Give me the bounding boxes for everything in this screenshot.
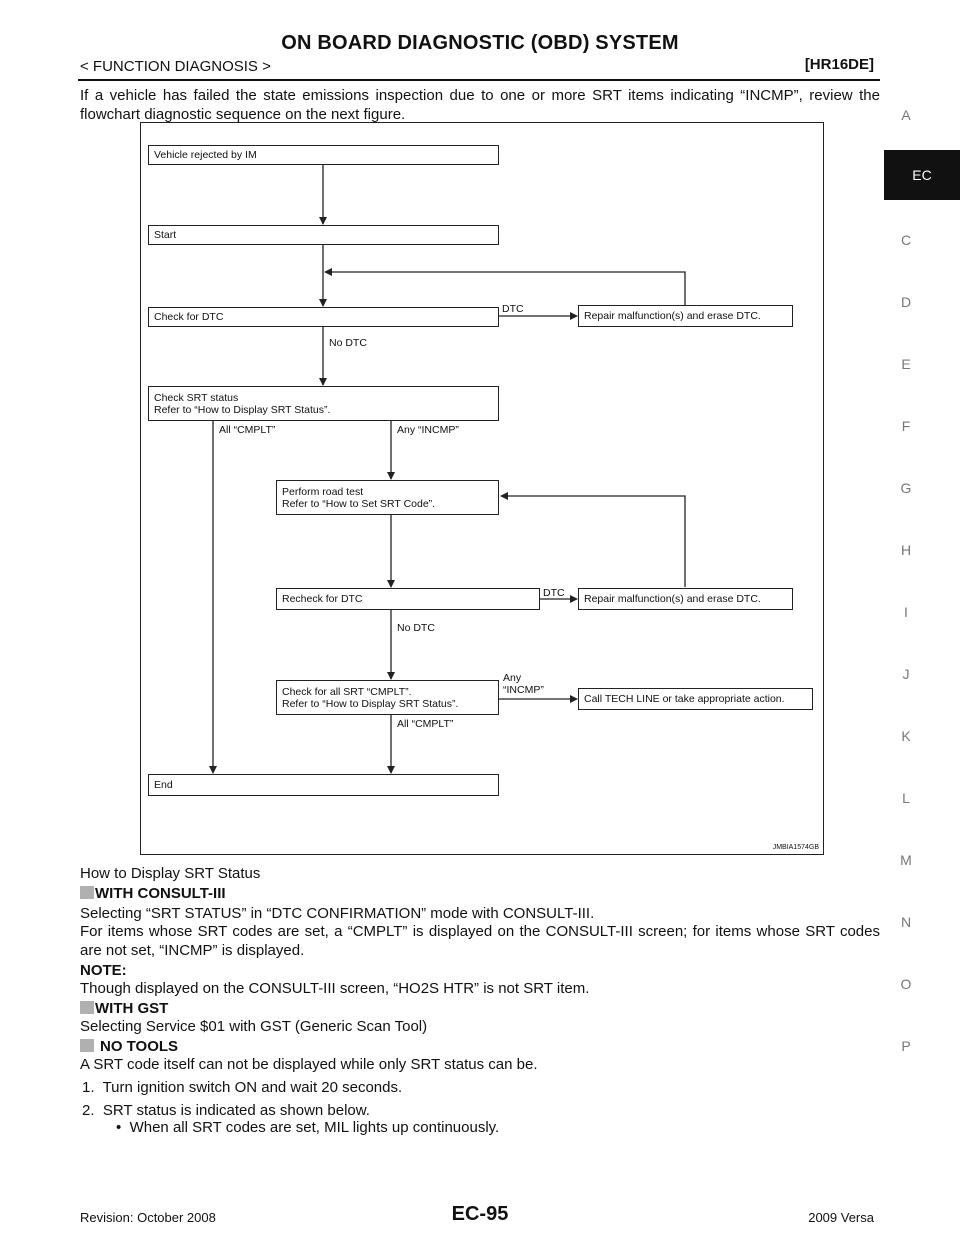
step-2-bullet: • When all SRT codes are set, MIL lights up continuously. <box>116 1119 500 1136</box>
engine-code: [HR16DE] <box>804 56 874 73</box>
side-tab[interactable]: L <box>902 790 910 806</box>
label-all-cmplt-2: All “CMPLT” <box>397 718 454 730</box>
label-any-incmp-2b: “INCMP” <box>503 684 544 696</box>
section-label: < FUNCTION DIAGNOSIS > <box>80 58 271 75</box>
side-tab[interactable]: K <box>901 728 911 744</box>
consult-marker-icon <box>80 886 94 899</box>
box-check-dtc: Check for DTC <box>148 307 499 327</box>
box-tech-line: Call TECH LINE or take appropriate action. <box>578 688 813 710</box>
page-title: ON BOARD DIAGNOSTIC (OBD) SYSTEM <box>281 32 679 54</box>
box-vehicle-rejected: Vehicle rejected by IM <box>148 145 499 165</box>
flowchart-figure <box>140 122 824 855</box>
srt-heading: How to Display SRT Status <box>80 865 261 882</box>
side-tab[interactable]: O <box>900 976 912 992</box>
side-tab[interactable]: C <box>900 232 912 248</box>
box-repair-2: Repair malfunction(s) and erase DTC. <box>578 588 793 610</box>
side-tab[interactable]: H <box>900 542 912 558</box>
side-tab[interactable]: A <box>901 107 911 123</box>
note-label: NOTE: <box>80 962 127 979</box>
footer-revision: Revision: October 2008 <box>80 1210 216 1225</box>
side-tab[interactable]: F <box>901 418 911 434</box>
label-all-cmplt-1: All “CMPLT” <box>219 424 276 436</box>
box-road-test: Perform road test Refer to “How to Set SRT Code”. <box>276 480 499 515</box>
box-start: Start <box>148 225 499 245</box>
side-tab[interactable]: P <box>901 1038 911 1054</box>
arrow-repair1-loop <box>325 272 685 305</box>
intro-paragraph: If a vehicle has failed the state emissions inspection due to one or more SRT items indicating “INCMP”, review the flowchart diagnostic sequence on the next figure. <box>80 87 880 123</box>
side-tab[interactable]: I <box>904 604 908 620</box>
footer-model: 2009 Versa <box>808 1210 874 1225</box>
notools-text: A SRT code itself can not be displayed while only SRT status can be. <box>80 1056 538 1073</box>
consult-title: WITH CONSULT-III <box>80 884 880 903</box>
box-repair-1: Repair malfunction(s) and erase DTC. <box>578 305 793 327</box>
note-text: Though displayed on the CONSULT-III screen, “HO2S HTR” is not SRT item. <box>80 980 590 997</box>
gst-marker-icon <box>80 1001 94 1014</box>
box-end: End <box>148 774 499 796</box>
notools-title: NO TOOLS <box>80 1037 880 1056</box>
side-tab[interactable]: M <box>900 852 912 868</box>
label-no-dtc-2: No DTC <box>397 622 435 634</box>
side-tab[interactable]: N <box>900 914 912 930</box>
side-tab[interactable]: J <box>902 666 910 682</box>
box-check-srt-status: Check SRT status Refer to “How to Display SRT Status”. <box>148 386 499 421</box>
arrow-repair2-loop <box>501 496 685 587</box>
label-no-dtc-1: No DTC <box>329 337 367 349</box>
label-any-incmp-2a: Any <box>503 672 522 684</box>
label-dtc-2: DTC <box>543 587 565 599</box>
label-any-incmp-1: Any “INCMP” <box>397 424 459 436</box>
side-tab[interactable]: E <box>901 356 911 372</box>
footer-page-number: EC-95 <box>451 1203 509 1225</box>
label-dtc-1: DTC <box>502 303 524 315</box>
gst-text: Selecting Service $01 with GST (Generic Scan Tool) <box>80 1018 428 1035</box>
side-tab[interactable]: D <box>900 294 912 310</box>
gst-title: WITH GST <box>80 999 880 1018</box>
side-tab[interactable]: G <box>900 480 912 496</box>
header-rule <box>78 79 880 81</box>
box-recheck-dtc: Recheck for DTC <box>276 588 540 610</box>
box-check-all-srt: Check for all SRT “CMPLT”. Refer to “How to Display SRT Status”. <box>276 680 499 715</box>
step-1: 1. Turn ignition switch ON and wait 20 seconds. <box>82 1079 403 1096</box>
consult-line-2: For items whose SRT codes are set, a “CMPLT” is displayed on the CONSULT-III screen; for items whose SRT codes are not set, “INCMP” is displayed. <box>80 923 880 959</box>
notools-marker-icon <box>80 1039 94 1052</box>
step-2: 2. SRT status is indicated as shown below. <box>82 1102 370 1119</box>
figure-id: JMBIA1574GB <box>772 844 819 851</box>
consult-line-1: Selecting “SRT STATUS” in “DTC CONFIRMATION” mode with CONSULT-III. <box>80 905 595 922</box>
side-tab-active[interactable]: EC <box>884 150 960 200</box>
